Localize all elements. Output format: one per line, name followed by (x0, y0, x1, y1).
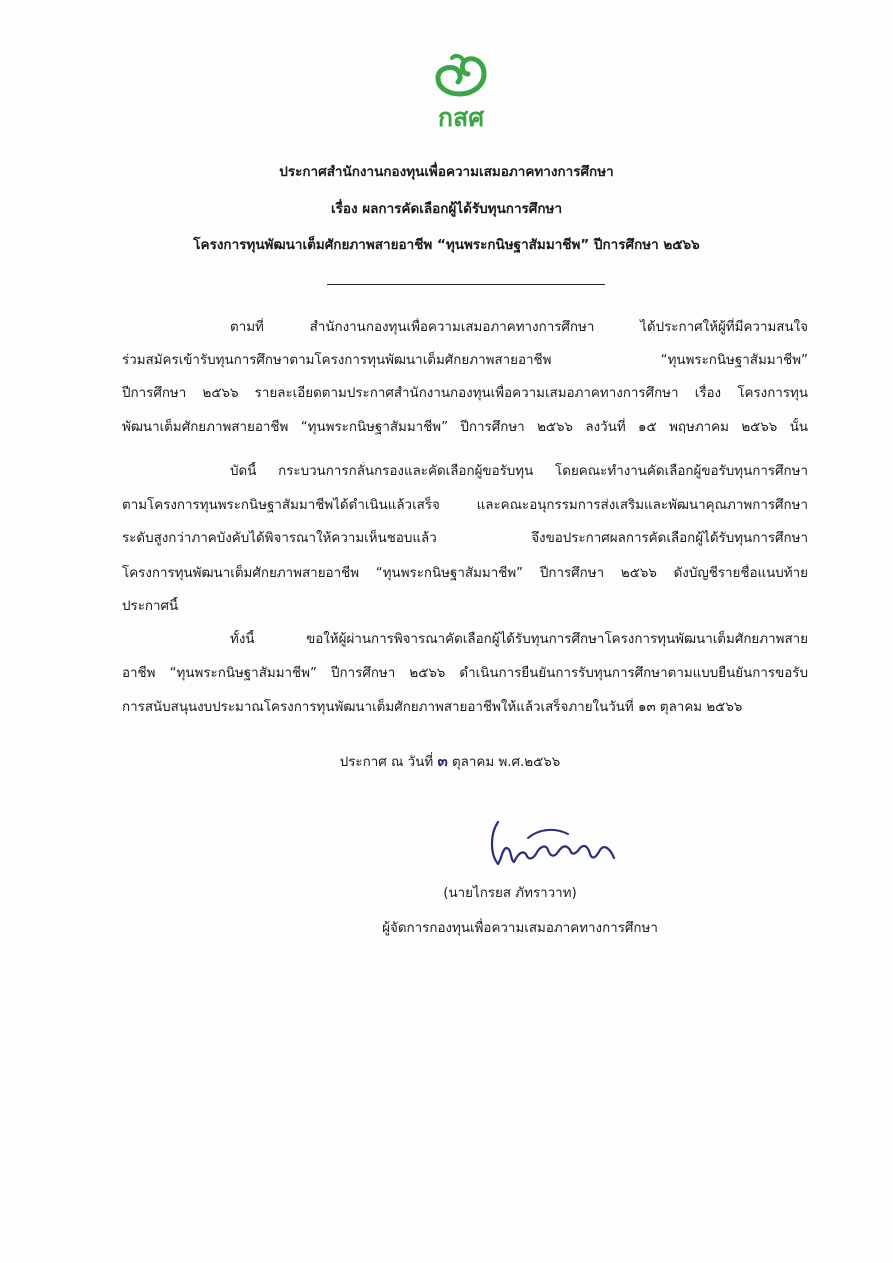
handwritten-signature (484, 814, 626, 878)
announcement-day: ๓ (437, 752, 448, 770)
para1-line-2: ร่วมสมัครเข้ารับทุนการศึกษาตามโครงการทุนพัฒนาเต็มศักยภาพสายอาชีพ “ทุนพระกนิษฐาสัมมาชีพ” (122, 353, 808, 368)
organization-logo (418, 50, 504, 136)
para2-line-4: โครงการทุนพัฒนาเต็มศักยภาพสายอาชีพ “ทุนพระกนิษฐาสัมมาชีพ” ปีการศึกษา ๒๕๖๖ ดังบัญชีรายชื่อแนบท้าย (122, 566, 808, 581)
para1-line-4: พัฒนาเต็มศักยภาพสายอาชีพ “ทุนพระกนิษฐาสัมมาชีพ” ปีการศึกษา ๒๕๖๖ ลงวันที่ ๑๕ พฤษภาคม ๒๕๖๖ นั้น (122, 420, 808, 435)
para1-line-3: ปีการศึกษา ๒๕๖๖ รายละเอียดตามประกาศสำนักงานกองทุนเพื่อความเสมอภาคทางการศึกษา เรื่อง โครงการทุน (122, 386, 808, 401)
signer-name: (นายไกรยส ภัทราวาท) (443, 886, 577, 901)
heading-line-2: เรื่อง ผลการคัดเลือกผู้ได้รับทุนการศึกษา (330, 201, 563, 217)
para3-line-1: ทั้งนี้ ขอให้ผู้ผ่านการพิจารณาคัดเลือกผู้ได้รับทุนการศึกษาโครงการทุนพัฒนาเต็มศักยภาพสาย (230, 632, 808, 647)
para3-line-3: การสนับสนุนงบประมาณโครงการทุนพัฒนาเต็มศักยภาพสายอาชีพให้แล้วเสร็จภายในวันที่ ๑๓ ตุลาคม ๒๕๖๖ (122, 700, 743, 715)
para2-line-1: บัดนี้ กระบวนการกลั่นกรองและคัดเลือกผู้ขอรับทุน โดยคณะทำงานคัดเลือกผู้ขอรับทุนการศึกษา (230, 464, 808, 479)
logo-text: กสศ (437, 103, 485, 132)
announcement-suffix: ตุลาคม พ.ศ.๒๕๖๖ (451, 755, 561, 770)
heading-line-3: โครงการทุนพัฒนาเต็มศักยภาพสายอาชีพ “ทุนพระกนิษฐาสัมมาชีพ” ปีการศึกษา ๒๕๖๖ (193, 237, 700, 253)
announcement-prefix: ประกาศ ณ วันที่ (339, 755, 434, 770)
para1-line-1: ตามที่ สำนักงานกองทุนเพื่อความเสมอภาคทางการศึกษา ได้ประกาศให้ผู้ที่มีความสนใจ (230, 320, 808, 335)
para3-line-2: อาชีพ “ทุนพระกนิษฐาสัมมาชีพ” ปีการศึกษา ๒๕๖๖ ดำเนินการยืนยันการรับทุนการศึกษาตามแบบยืนยันการขอรับ (122, 666, 808, 681)
heading-line-1: ประกาศสำนักงานกองทุนเพื่อความเสมอภาคทางการศึกษา (279, 164, 614, 180)
announcement-date (240, 751, 660, 773)
leaf-logo-icon (426, 50, 496, 98)
heading-divider (327, 284, 605, 285)
signer-title: ผู้จัดการกองทุนเพื่อความเสมอภาคทางการศึกษา (382, 921, 658, 936)
para2-line-2: ตามโครงการทุนพระกนิษฐาสัมมาชีพได้ดำเนินแล้วเสร็จ และคณะอนุกรรมการส่งเสริมและพัฒนาคุณภาพการศึกษา (122, 498, 808, 513)
para2-line-3: ระดับสูงกว่าภาคบังคับได้พิจารณาให้ความเห็นชอบแล้ว จึงขอประกาศผลการคัดเลือกผู้ได้รับทุนการศึกษา (122, 531, 808, 546)
para2-line-5: ประกาศนี้ (122, 599, 179, 614)
